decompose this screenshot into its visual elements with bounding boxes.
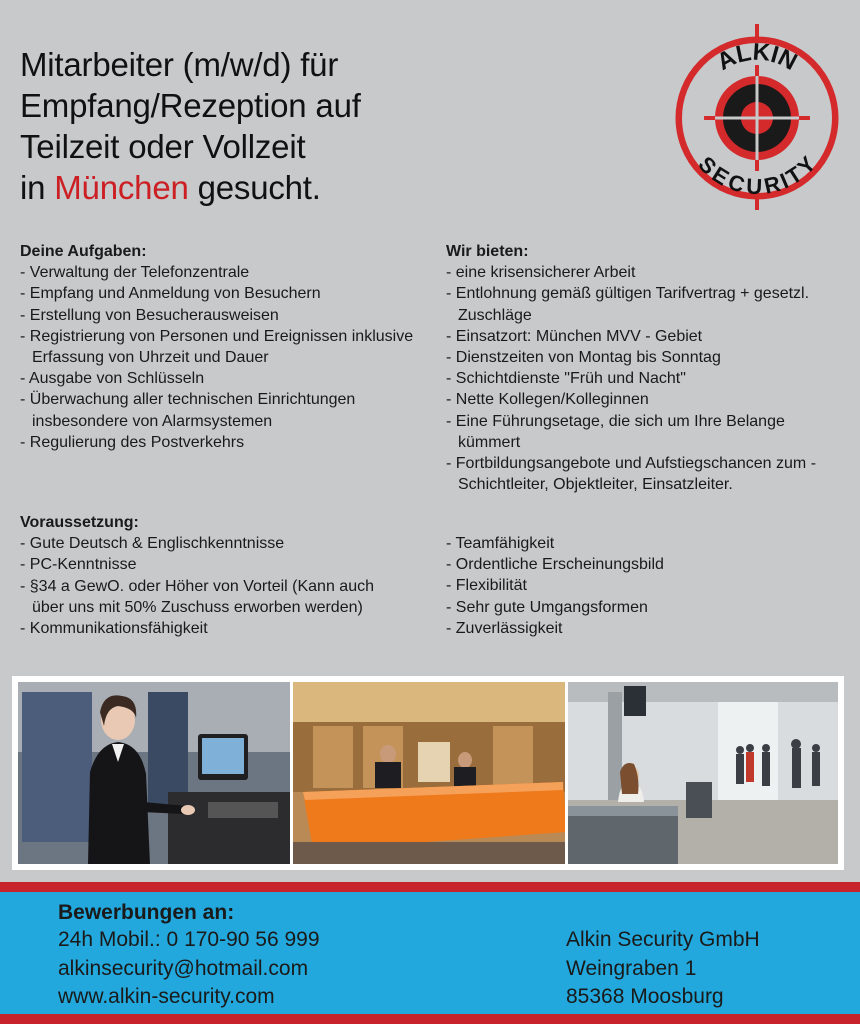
offer-list [446, 262, 846, 495]
requirements-list-right [446, 533, 846, 639]
tasks-list [20, 262, 440, 453]
footer-red-stripe-top [0, 882, 860, 892]
logo-text-bottom: SECURITY [693, 151, 821, 200]
list-item: - Ordentliche Erscheinungsbild [446, 554, 846, 575]
photo-strip [12, 676, 844, 870]
requirements-right-section [446, 533, 846, 639]
headline-line-3: Teilzeit oder Vollzeit [20, 128, 306, 165]
offer-title: Wir bieten: [446, 243, 529, 260]
requirements-section [20, 512, 440, 639]
photo-lobby [568, 682, 838, 864]
job-headline [20, 44, 580, 208]
list-item: - Kommunikationsfähigkeit [20, 618, 440, 639]
list-item: - Empfang und Anmeldung von Besuchern [20, 283, 440, 304]
tasks-section [20, 241, 440, 453]
address-block [566, 926, 760, 1012]
headline-line-4-pre: in [20, 169, 55, 206]
list-item: - Regulierung des Postverkehrs [20, 432, 440, 453]
contact-title: Bewerbungen an: [58, 901, 235, 924]
contact-website[interactable]: www.alkin-security.com [58, 985, 275, 1008]
list-item: - Dienstzeiten von Montag bis Sonntag [446, 347, 846, 368]
list-item: - eine krisensicherer Arbeit [446, 262, 846, 283]
tasks-title: Deine Aufgaben: [20, 243, 147, 260]
list-item: - Gute Deutsch & Englischkenntnisse [20, 533, 440, 554]
list-item: - PC-Kenntnisse [20, 554, 440, 575]
list-item: - Fortbildungsangebote und Aufstiegschancen zum -Schichtleiter, Objektleiter, Einsatzleiter. [446, 453, 858, 495]
headline-line-4-post: gesucht. [188, 169, 321, 206]
footer-red-stripe-bottom [0, 1014, 860, 1024]
headline-line-1: Mitarbeiter (m/w/d) für [20, 46, 339, 83]
list-item: - Eine Führungsetage, die sich um Ihre Belange kümmert [446, 411, 798, 453]
contact-email[interactable]: alkinsecurity@hotmail.com [58, 956, 309, 980]
list-item: - Verwaltung der Telefonzentrale [20, 262, 440, 283]
logo-text-top: ALKIN [712, 38, 802, 76]
address-city: 85368 Moosburg [566, 985, 724, 1008]
list-item: - Zuverlässigkeit [446, 618, 846, 639]
list-item: - Flexibilität [446, 575, 846, 596]
headline-city: München [54, 169, 189, 206]
photo-receptionist [18, 682, 290, 864]
contact-block [58, 900, 320, 1012]
list-item: - Überwachung aller technischen Einrichtungen insbesondere von Alarmsystemen [20, 389, 447, 431]
requirements-list [20, 533, 440, 639]
alkin-security-logo [672, 22, 842, 212]
list-item: - Schichtdienste "Früh und Nacht" [446, 368, 846, 389]
list-item: - Ausgabe von Schlüsseln [20, 368, 440, 389]
list-item: - Registrierung von Personen und Ereignissen inklusive Erfassung von Uhrzeit und Dauer [20, 326, 428, 368]
requirements-title: Voraussetzung: [20, 514, 139, 531]
contact-footer [0, 892, 860, 1014]
offer-section [446, 241, 846, 495]
headline-line-2: Empfang/Rezeption auf [20, 87, 361, 124]
list-item: - Erstellung von Besucherausweisen [20, 305, 440, 326]
photo-reception-counter [293, 682, 565, 864]
address-street: Weingraben 1 [566, 956, 697, 980]
list-item: - Einsatzort: München MVV - Gebiet [446, 326, 846, 347]
company-name: Alkin Security GmbH [566, 928, 760, 951]
list-item: - Sehr gute Umgangsformen [446, 597, 846, 618]
list-item: - §34 a GewO. oder Höher von Vorteil (Kann auch über uns mit 50% Zuschuss erworben werden) [20, 576, 384, 618]
contact-phone[interactable]: 24h Mobil.: 0 170-90 56 999 [58, 928, 320, 951]
list-item: - Teamfähigkeit [446, 533, 846, 554]
list-item: - Entlohnung gemäß gültigen Tarifvertrag + gesetzl. Zuschläge [446, 283, 838, 325]
list-item: - Nette Kollegen/Kolleginnen [446, 389, 846, 410]
